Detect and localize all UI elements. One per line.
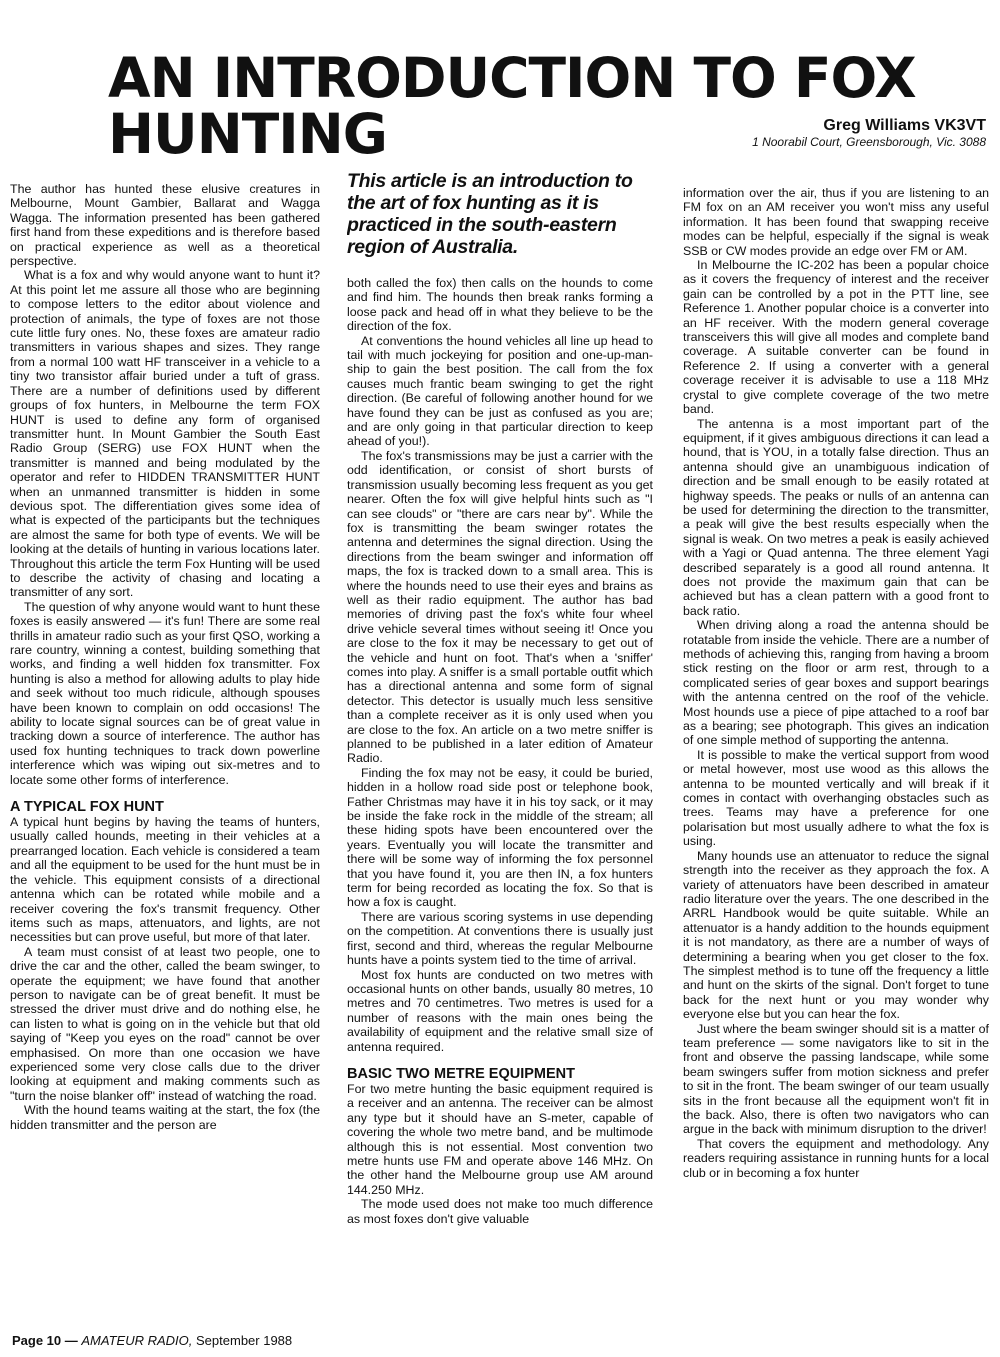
byline xyxy=(752,116,986,150)
paragraph: Just where the beam swinger should sit is a matter of team preference — some navigators like to sit in the front and observe the passing landscape, while some beam swingers suffer from motion sickness and prefer to sit in the front. The beam swinger of our team usually sits in the front because all the equipment won't fit in the back. Also, there is often two navigators who can argue in the back with minimum disruption to the driver! xyxy=(683,1021,989,1137)
paragraph: What is a fox and why would anyone want to hunt it? At this point let me assure all those who are beginning to compose letters to the editor about violence and protection of animals, the type of foxes are not those cute little fury ones. No, these foxes are amateur radio transmitters in various shapes and sizes. They range from a normal 100 watt HF transceiver in a vehicle to a tiny two transistor affair buried under a tuft of grass. There are a number of definitions used by different groups of fox hunters, in Melbourne the term FOX HUNT is used to define any form of organised transmitter hunt. In Mount Gambier the South East Radio Group (SERG) use FOX HUNT when the transmitter is manned and being modulated by the operator and refer to HIDDEN TRANSMITTER HUNT when an unmanned transmitter is hidden in some devious spot. The differentiation gives some idea of what is expected of the participants but the techniques are almost the same for both type of events. We will be looking at the details of hunting in various locations later. Throughout this article the term Fox Hunting will be used to describe the activity of chasing and locating a transmitter of any sort. xyxy=(10,268,320,600)
issue-date: September 1988 xyxy=(196,1333,293,1348)
page-footer xyxy=(12,1333,292,1349)
article-title: AN INTRODUCTION TO FOX HUNTING xyxy=(108,46,916,166)
paragraph: Many hounds use an attenuator to reduce the signal strength into the receiver as they approach the fox. A variety of attenuators have been described in amateur radio literature over the years. The one described in the ARRL Handbook would be quite suitable. While an attenuator is a handy addition to the hounds equipment it is not mandatory, as there are a number of ways of determining a bearing when you get closer to the fox. The simplest method is to tune off the frequency a little and hunt on the skirts of the signal. Don't forget to tune back for the next hunt or you may wonder why everyone else but you can hear the fox. xyxy=(683,848,989,1022)
paragraph: When driving along a road the antenna should be rotatable from inside the vehicle. There are a number of methods of achieving this, ranging from having a broom stick resting on the floor or arm rest, through to a complicated series of gear boxes and support bearings with the antenna centred on the roof of the vehicle. Most hounds use a piece of pipe attached to a roof bar as a bearing; see photograph. This gives an indication of one simple method of supporting the antenna. xyxy=(683,618,989,748)
author-address: 1 Noorabil Court, Greensborough, Vic. 3088 xyxy=(752,135,986,149)
column-3 xyxy=(683,186,989,1316)
paragraph: information over the air, thus if you are listening to an FM fox on an AM receiver you won't miss any useful information. It has been found that swapping receive modes can be helpful, especially if the signal is weak SSB or CW modes provide an edge over FM or AM. xyxy=(683,186,989,258)
paragraph: There are various scoring systems in use depending on the competition. At conventions there is usually just first, second and third, whereas the regular Melbourne hunts have a points system tied to the time of arrival. xyxy=(347,909,653,968)
paragraph: At conventions the hound vehicles all line up head to tail with much jockeying for position and one-up-man-ship to gain the best position. The call from the fox causes much frantic beam swinging to get the right direction. (Be careful of following another hound for we have found they can be just as confused as you are; and are only going in that particular direction to keep ahead of you!). xyxy=(347,333,653,449)
paragraph: With the hound teams waiting at the start, the fox (the hidden transmitter and the person are xyxy=(10,1103,320,1132)
paragraph: In Melbourne the IC-202 has been a popular choice as it covers the frequency of interest and the receiver gain can be controlled by a pot in the PTT line, see Reference 1. Another popular choice is a converter into an HF receiver. With the modern general coverage transceivers this will give all modes and complete band coverage. A suitable converter can be found in Reference 2. If using a converter with a general coverage receiver it is advisable to use a 118 MHz crystal to give complete coverage of the two metre band. xyxy=(683,258,989,417)
paragraph: The mode used does not make too much difference as most foxes don't give valuable xyxy=(347,1197,653,1226)
section-heading-typical-hunt: A TYPICAL FOX HUNT xyxy=(10,799,164,816)
paragraph: The question of why anyone would want to hunt these foxes is easily answered — it's fun! There are some real thrills in amateur radio such as your first QSO, working a rare country, winning a contest, building something that works, and finding a well hidden fox transmitter. Fox hunting is also a method for allowing adults to play hide and seek without too much ridicule, although spouses have been known to complain on odd occasions! The ability to locate signal sources can be of great value in tracking down a source of interference. The author has used fox hunting techniques to track down powerline interference which was wiping out six-metres and to locate some other forms of interference. xyxy=(10,599,320,787)
paragraph: both called the fox) then calls on the hounds to come and find him. The hounds then break ranks forming a loose pack and head off in what they believe to be the direction of the fox. xyxy=(347,276,653,334)
column-2 xyxy=(347,170,653,1300)
paragraph: The author has hunted these elusive creatures in Melbourne, Mount Gambier, Ballarat and Wagga Wagga. The information presented has been gathered first hand from these expeditions and is therefore based on practical experience as well as a theoretical perspective. xyxy=(10,182,320,269)
magazine-name: AMATEUR RADIO, xyxy=(81,1333,193,1348)
section-heading-equipment: BASIC TWO METRE EQUIPMENT xyxy=(347,1065,575,1082)
paragraph: Finding the fox may not be easy, it could be buried, hidden in a hollow road side post or telephone book, Father Christmas may have it in his toy sack, or it may be inside the fake rock in the middle of the stream; all these hiding spots have been encountered over the years. Eventually you will locate the transmitter and there will be some way of informing the fox personnel that you have found it, you are then IN, a fox hunters term for being recorded as locating the fox. So that is how a fox is caught. xyxy=(347,765,653,910)
paragraph: It is possible to make the vertical support from wood or metal however, most use wood as this allows the antenna to be mounted vertically and will break if it comes in contact with overhanging obstacles such as trees. Teams may have a preference for one polarisation but most usually adhere to what the fox is using. xyxy=(683,747,989,849)
paragraph: The fox's transmissions may be just a carrier with the odd identification, or consist of short bursts of transmission usually becoming less frequent as you get nearer. Often the fox will give helpful hints such as "I can see clouds" or "there are cars near by". While the fox is transmitting the beam swinger rotates the antenna and determines the signal direction. Using the directions from the beam swinger and information off maps, the fox is tracked down to a small area. This is where the hounds need to use their eyes and brains as well as their radio equipment. The author has bad memories of driving past the fox's white four wheel drive vehicle several times without seeing it! Once you are close to the fox it may be necessary to get out of the vehicle and hunt on foot. That's when a 'sniffer' comes into play. A sniffer is a small portable outfit which has a directional antenna and some form of signal detector. This detector is usually much less sensitive than a complete receiver as it is only used when you are close to the fox. An article on a two metre sniffer is planned to be published in a later edition of Amateur Radio. xyxy=(347,448,653,766)
paragraph: The antenna is a most important part of the equipment, if it gives ambiguous directions it can lead a hound, that is YOU, in a totally false direction. Thus an antenna should give an unambiguous indication of direction and be small enough to be easily rotated at highway speeds. The peaks or nulls of an antenna can be used for determining the direction to the transmitter, a peak will give the best results especially when the signal is weak. On two metres a peak is easily achieved with a Yagi or Quad antenna. The three element Yagi described separately is a good all round antenna. It does not provide the maximum gain that can be achieved but has a clean pattern with a good front to back ratio. xyxy=(683,416,989,618)
paragraph: A team must consist of at least two people, one to drive the car and the other, called the beam swinger, to operate the equipment; we have found that another person to navigate can be of great benefit. It must be stressed the driver must drive and do nothing else, he can listen to what is going on in the vehicle but that old saying of "Keep you eyes on the road" cannot be over emphasised. On more than one occasion we have experienced some very close calls due to the driver looking at equipment and making comments such as "turn the noise blanker off" instead of watching the road. xyxy=(10,944,320,1103)
column-1 xyxy=(10,182,320,1312)
paragraph: A typical hunt begins by having the teams of hunters, usually called hounds, meeting in their vehicles at a prearranged location. Each vehicle is considered a team and all the equipment to be used for the hunt must be in the vehicle. This equipment consists of a directional antenna which can be rotated while mobile and a receiver covering the fox's transmit frequency. Other items such as maps, attenuators, and lights, are not necessities but can prove useful, but more of that later. xyxy=(10,815,320,945)
lead-standfirst: This article is an introduction to the art of fox hunting as it is practiced in the south-eastern region of Australia. xyxy=(347,170,633,258)
paragraph: That covers the equipment and methodology. Any readers requiring assistance in running hunts for a local club or in becoming a fox hunter xyxy=(683,1136,989,1180)
author-name: Greg Williams VK3VT xyxy=(823,117,986,134)
paragraph: Most fox hunts are conducted on two metres with occasional hunts on other bands, usually 80 metres, 10 metres and 70 centimetres. Two metres is used for a number of reasons with the main ones being the availability of equipment and the relative small size of antenna required. xyxy=(347,967,653,1054)
page-number: Page 10 — xyxy=(12,1333,78,1348)
paragraph: For two metre hunting the basic equipment required is a receiver and an antenna. The receiver can be almost any type but it should have an S-meter, capable of covering the whole two metre band, and be multimode although this is not essential. Most convention two metre hunts use FM and operate above 146 MHz. On the other hand the Melbourne group use AM around 144.250 MHz. xyxy=(347,1081,653,1197)
